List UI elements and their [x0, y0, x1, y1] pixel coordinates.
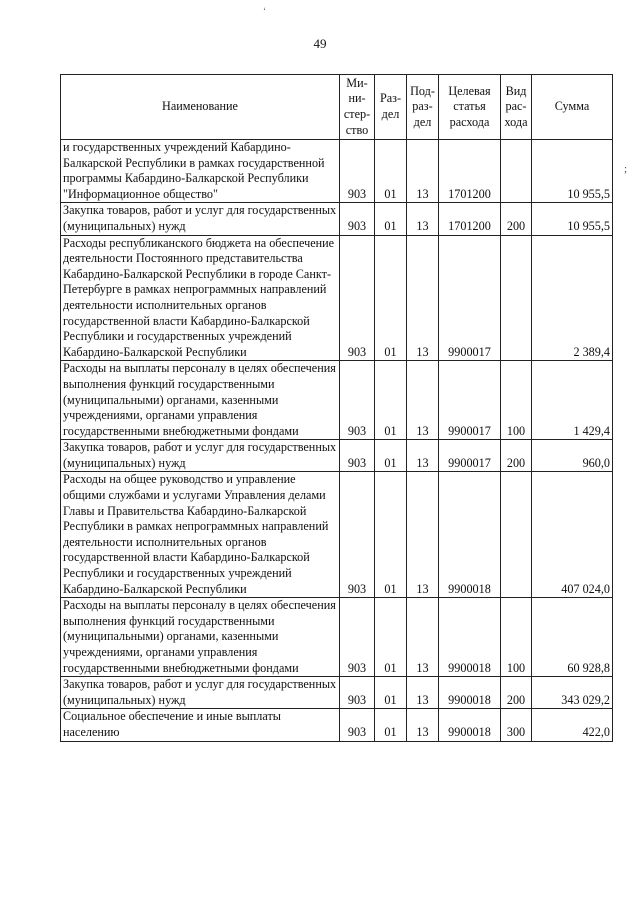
row-subsection-cell: 13 [407, 709, 439, 741]
row-expense-type-cell: 200 [501, 677, 532, 709]
row-amount-cell: 407 024,0 [532, 472, 613, 598]
row-subsection-cell: 13 [407, 140, 439, 203]
table-row [61, 440, 613, 472]
table-row [61, 140, 613, 203]
row-expense-type-cell [501, 235, 532, 361]
row-amount-cell: 960,0 [532, 440, 613, 472]
row-amount-cell: 2 389,4 [532, 235, 613, 361]
column-header-amount: Сумма [532, 75, 613, 140]
row-target-cell: 9900017 [439, 361, 501, 440]
row-subsection-cell: 13 [407, 598, 439, 677]
row-name-cell: Расходы на общее руководство и управление общими службами и услугами Управления делами Главы и Правительства Кабардино-Балкарской Республики в рамках непрограммных направлений деятельности исполнительных органов государственной власти Кабардино-Балкарской Республики и государственных учреждений Кабардино-Балкарской Республики [61, 472, 340, 598]
table-row [61, 677, 613, 709]
row-ministry-cell: 903 [340, 440, 375, 472]
row-target-cell: 9900018 [439, 598, 501, 677]
row-target-cell: 9900018 [439, 472, 501, 598]
table-row [61, 472, 613, 598]
row-section-cell: 01 [375, 598, 407, 677]
column-header-expense-type: Вид рас- хода [501, 75, 532, 140]
row-target-cell: 9900017 [439, 235, 501, 361]
row-section-cell: 01 [375, 361, 407, 440]
row-target-cell: 9900017 [439, 440, 501, 472]
row-amount-cell: 1 429,4 [532, 361, 613, 440]
row-amount-cell: 343 029,2 [532, 677, 613, 709]
row-subsection-cell: 13 [407, 361, 439, 440]
row-ministry-cell: 903 [340, 598, 375, 677]
row-amount-cell: 10 955,5 [532, 203, 613, 235]
table-header-row [61, 75, 613, 140]
row-target-cell: 9900018 [439, 709, 501, 741]
column-header-target: Целевая статья расхода [439, 75, 501, 140]
row-expense-type-cell: 300 [501, 709, 532, 741]
table-row [61, 235, 613, 361]
row-name-cell: Расходы на выплаты персоналу в целях обеспечения выполнения функций государственными (муниципальными) органами, казенными учреждениями, органами управления государственными внебюджетными фондами [61, 598, 340, 677]
row-expense-type-cell: 100 [501, 361, 532, 440]
row-expense-type-cell [501, 140, 532, 203]
row-subsection-cell: 13 [407, 440, 439, 472]
row-ministry-cell: 903 [340, 472, 375, 598]
row-amount-cell: 10 955,5 [532, 140, 613, 203]
page-number: 49 [313, 36, 327, 51]
row-subsection-cell: 13 [407, 235, 439, 361]
row-section-cell: 01 [375, 677, 407, 709]
table-row [61, 361, 613, 440]
row-ministry-cell: 903 [340, 361, 375, 440]
row-name-cell: Социальное обеспечение и иные выплаты населению [61, 709, 340, 741]
row-section-cell: 01 [375, 709, 407, 741]
column-header-subsection: Под- раз- дел [407, 75, 439, 140]
row-expense-type-cell: 100 [501, 598, 532, 677]
row-section-cell: 01 [375, 235, 407, 361]
column-header-section: Раз- дел [375, 75, 407, 140]
row-target-cell: 9900018 [439, 677, 501, 709]
column-header-name: Наименование [61, 75, 340, 140]
row-name-cell: Закупка товаров, работ и услуг для государственных (муниципальных) нужд [61, 440, 340, 472]
table-row [61, 203, 613, 235]
table-row [61, 598, 613, 677]
row-section-cell: 01 [375, 440, 407, 472]
budget-table [60, 74, 613, 742]
row-target-cell: 1701200 [439, 203, 501, 235]
row-section-cell: 01 [375, 203, 407, 235]
table-row [61, 709, 613, 741]
row-name-cell: Закупка товаров, работ и услуг для государственных (муниципальных) нужд [61, 677, 340, 709]
row-ministry-cell: 903 [340, 709, 375, 741]
row-section-cell: 01 [375, 140, 407, 203]
row-name-cell: и государственных учреждений Кабардино-Балкарской Республики в рамках государственной программы Кабардино-Балкарской Республики "Информационное общество" [61, 140, 340, 203]
row-expense-type-cell: 200 [501, 440, 532, 472]
row-subsection-cell: 13 [407, 472, 439, 598]
row-amount-cell: 422,0 [532, 709, 613, 741]
row-subsection-cell: 13 [407, 203, 439, 235]
scan-mark: ; [624, 163, 628, 175]
row-name-cell: Закупка товаров, работ и услуг для государственных (муниципальных) нужд [61, 203, 340, 235]
row-ministry-cell: 903 [340, 677, 375, 709]
row-expense-type-cell [501, 472, 532, 598]
row-section-cell: 01 [375, 472, 407, 598]
row-target-cell: 1701200 [439, 140, 501, 203]
row-amount-cell: 60 928,8 [532, 598, 613, 677]
row-expense-type-cell: 200 [501, 203, 532, 235]
row-ministry-cell: 903 [340, 235, 375, 361]
column-header-ministry: Ми- ни- стер- ство [340, 75, 375, 140]
row-subsection-cell: 13 [407, 677, 439, 709]
scan-mark: ‘ [263, 6, 266, 16]
row-ministry-cell: 903 [340, 203, 375, 235]
row-ministry-cell: 903 [340, 140, 375, 203]
row-name-cell: Расходы республиканского бюджета на обеспечение деятельности Постоянного представительства Кабардино-Балкарской Республики в городе Санкт-Петербурге в рамках непрограммных направлений деятельности исполнительных органов государственной власти Кабардино-Балкарской Республики и государственных учреждений Кабардино-Балкарской Республики [61, 235, 340, 361]
row-name-cell: Расходы на выплаты персоналу в целях обеспечения выполнения функций государственными (муниципальными) органами, казенными учреждениями, органами управления государственными внебюджетными фондами [61, 361, 340, 440]
